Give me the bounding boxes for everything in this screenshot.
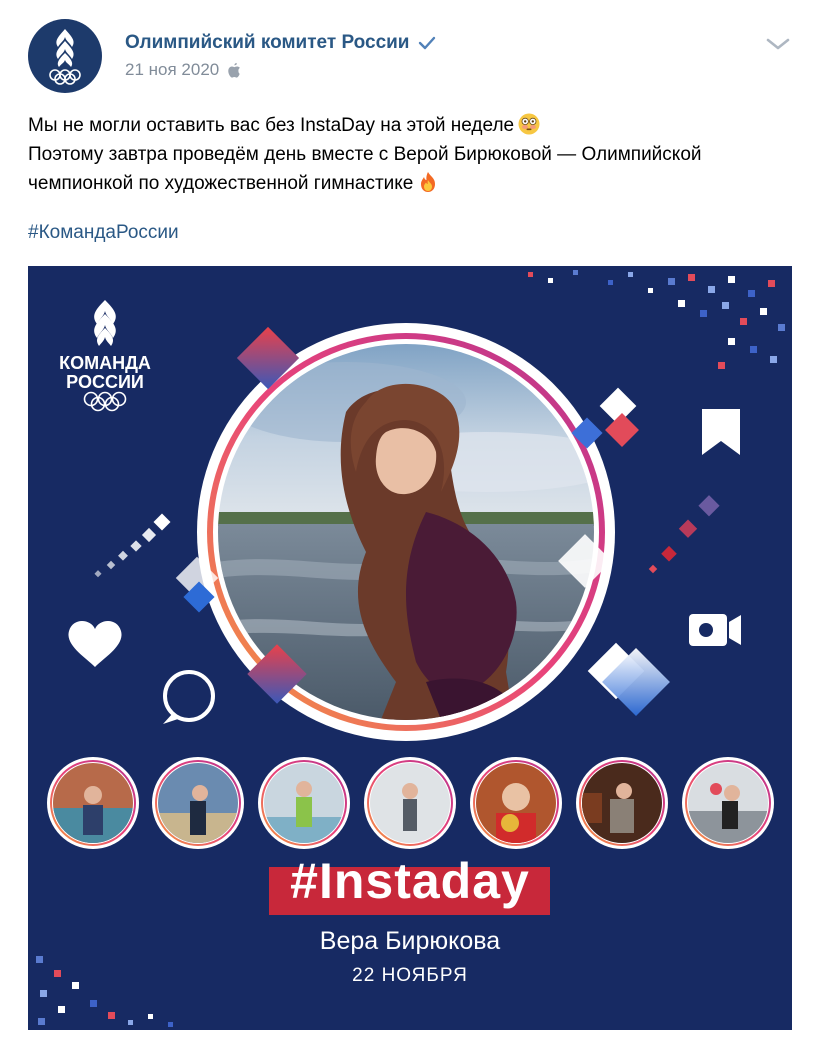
post-date[interactable]: 21 ноя 2020 [125,60,220,79]
post-text-line-3 [28,169,798,198]
chevron-down-icon [765,36,791,52]
comment-icon [163,672,213,724]
dotted-line-right [649,495,720,573]
apple-icon [227,62,241,78]
post-text [28,111,798,198]
post-image[interactable] [28,266,792,1030]
check-icon [418,34,436,52]
post-text-line-2: Поэтому завтра проведём день вместе с Верой Бирюковой — Олимпийской [28,144,702,165]
author-avatar[interactable] [28,19,102,93]
story-thumb-5 [470,757,562,849]
video-camera-icon [689,614,741,646]
story-thumb-7 [682,757,774,849]
flushed-face-emoji-icon [518,113,540,135]
brand-line-1: КОМАНДА [59,353,151,373]
post-menu-button[interactable] [765,36,791,52]
fire-emoji-icon [417,171,439,193]
pixel-pattern-top-right [528,270,785,369]
post-text-line-1-text: Мы не могли оставить вас без InstaDay на этой неделе [28,115,515,136]
story-thumb-3 [258,757,350,849]
poster-date: 22 НОЯБРЯ [352,965,468,986]
heart-icon [68,621,121,667]
story-thumb-2 [152,757,244,849]
bookmark-icon [702,409,740,455]
story-thumb-4 [364,757,456,849]
poster-title: #Instaday [290,853,530,909]
story-thumbnails [47,757,774,849]
author-name-link[interactable] [125,32,436,54]
olympic-flame-logo-icon [28,19,102,93]
poster-athlete-name: Вера Бирюкова [319,927,501,955]
olympic-rings-icon [85,393,126,411]
brand-flame-logo-icon [94,300,116,346]
story-thumb-6 [576,757,668,849]
brand-line-2: РОССИИ [66,372,144,392]
post-text-line-1 [28,111,798,140]
author-name: Олимпийский комитет России [125,32,410,53]
post-meta [125,60,241,80]
post-text-line-3-text: чемпионкой по художественной гимнастике [28,173,414,194]
hashtag-link[interactable]: #КомандаРоссии [28,222,179,243]
brand-team-text [48,354,162,392]
story-thumb-1 [47,757,139,849]
dotted-line-left [94,514,170,578]
